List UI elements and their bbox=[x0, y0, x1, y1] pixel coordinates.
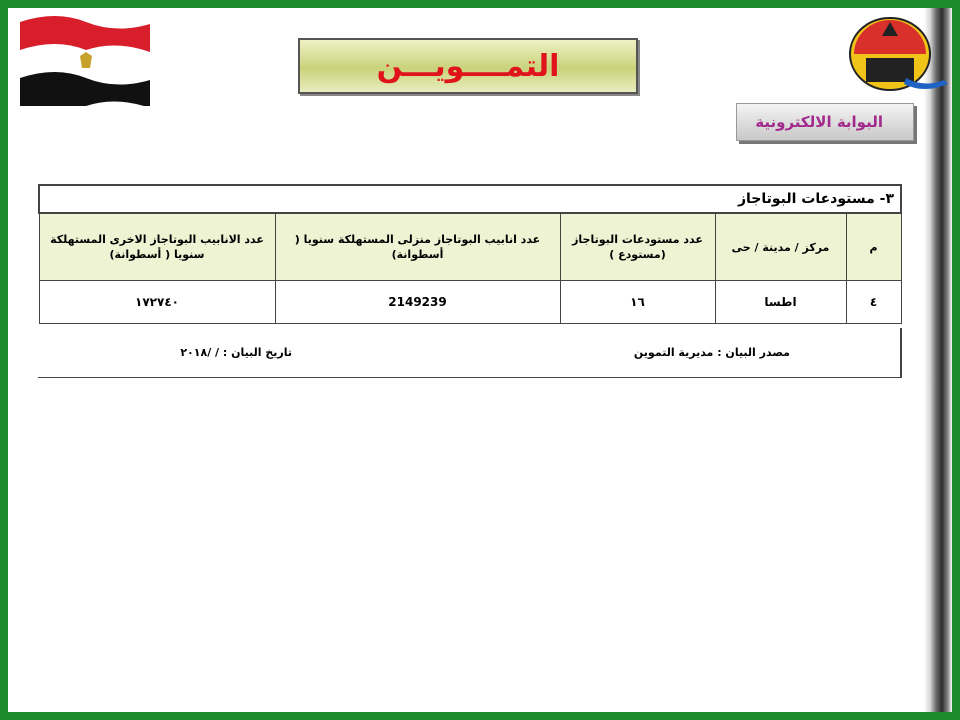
column-header-district: مركز / مدينة / حى bbox=[715, 213, 846, 281]
table-header-row bbox=[39, 213, 901, 281]
page-title-box bbox=[298, 38, 638, 94]
data-table bbox=[38, 184, 902, 324]
cell-district: اطسا bbox=[715, 281, 846, 324]
egypt-flag-icon bbox=[16, 10, 154, 106]
column-header-home-cylinders: عدد انابيب البوتاجاز منزلى المستهلكة سنويا ( أسطوانة) bbox=[275, 213, 560, 281]
column-header-number: م bbox=[846, 213, 901, 281]
section-title: ٣- مستودعات البوتاجاز bbox=[39, 185, 901, 213]
data-table-wrapper bbox=[38, 184, 902, 324]
cell-home-cylinders: 2149239 bbox=[275, 281, 560, 324]
cell-other-cylinders: ١٧٢٧٤٠ bbox=[39, 281, 275, 324]
governorate-logo-icon bbox=[844, 14, 952, 110]
column-header-depots: عدد مستودعات البوتاجاز (مستودع ) bbox=[560, 213, 715, 281]
column-header-other-cylinders: عدد الانابيب البوتاجاز الاخرى المستهلكة سنويا ( أسطوانة) bbox=[39, 213, 275, 281]
table-row bbox=[39, 281, 901, 324]
table-footer bbox=[38, 328, 902, 378]
cell-number: ٤ bbox=[846, 281, 901, 324]
portal-label: البوابة الالكترونية bbox=[755, 113, 883, 131]
data-date: تاريخ البيان : / /٢٠١٨ bbox=[180, 346, 292, 359]
portal-banner[interactable] bbox=[736, 103, 914, 141]
cell-depots: ١٦ bbox=[560, 281, 715, 324]
decorative-stripe bbox=[924, 8, 952, 712]
data-source: مصدر البيان : مديرية التموين bbox=[633, 346, 790, 359]
page-title: التمــــويـــن bbox=[376, 48, 560, 84]
